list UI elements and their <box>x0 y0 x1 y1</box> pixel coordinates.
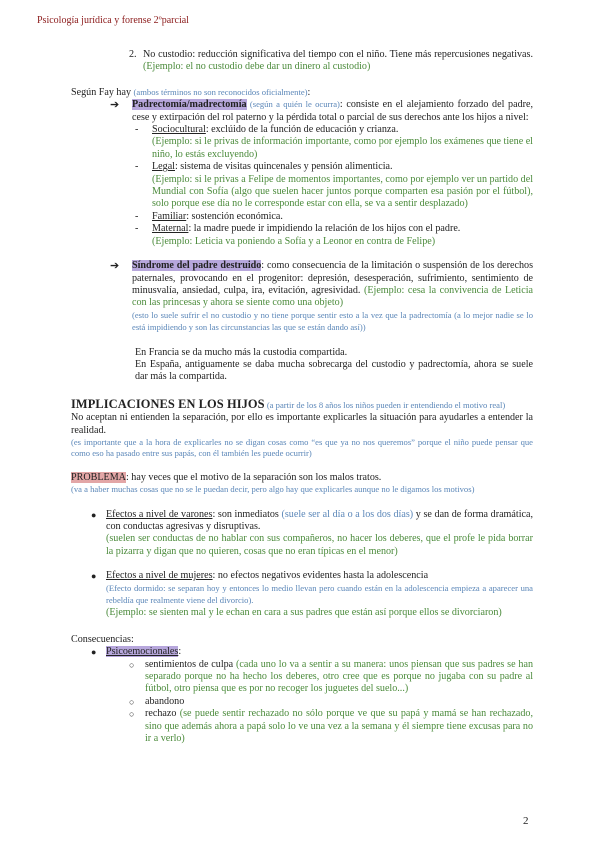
term-psicoemocionales: Psicoemocionales <box>106 646 179 658</box>
list-item-padrectomia: ➔ Padrectomía/madrectomía (según a quién le ocurra): consiste en el alejamiento forzado del padre, cese y extirpación del rol paterno y la pérdida total o parcial de sus derechos ante los hijos a nivel: <box>110 99 533 123</box>
implicaciones-note: (es importante que a la hora de explicarles no se digan cosas como “es que ya no nos queremos” porque el niño puede pensar que como eso ha pasado entre sus papás, con él también les puede ocurrir) <box>71 436 533 459</box>
problema-label: PROBLEMA <box>71 471 126 483</box>
fay-note: (ambos términos no son reconocidos oficialmente) <box>133 86 308 97</box>
list-item-mujeres: ● Efectos a nivel de mujeres: no efectos negativos evidentes hasta la adolescencia (Efecto dormido: se separan hoy y entonces lo medio llevan pero cuando están en la adolescencia empieza a aparecer una rebeldía que realmente viene del divorcio). (Ejemplo: se sienten mal y le echan en cara a sus padres que están así porque ellos se divorciaron) <box>91 570 533 619</box>
bullet-icon: ● <box>91 647 97 658</box>
note-text: (suele ser al día o a los dos días) <box>281 508 414 520</box>
level-item: - Familiar: sostención económica. <box>135 210 283 222</box>
dash-icon: - <box>135 161 139 173</box>
page-header: Psicología jurídica y forense 2ºparcial <box>37 15 189 26</box>
dash-icon: - <box>135 223 139 235</box>
implicaciones-text: No aceptan ni entienden la separación, por ello es importante explicarles la situación para ayudarles a entender la realidad. <box>71 412 533 436</box>
problema-note: (va a haber muchas cosas que no se le puedan decir, pero algo hay que explicarles aunque no le digamos los motivos) <box>71 484 475 495</box>
note-text: (Efecto dormido: se separan hoy y entonces lo medio llevan pero cuando están en la adolescencia empieza a aparecer una rebeldía que realmente viene del divorcio). <box>106 582 533 606</box>
problema-paragraph: PROBLEMA: hay veces que el motivo de la separación son los malos tratos. <box>71 471 382 483</box>
circle-bullet-icon: ○ <box>129 659 135 670</box>
level-item: - Maternal: la madre puede ir impidiendo la relación de los hijos con el padre. (Ejemplo: Leticia va poniendo a Sofía y a Leonor en contra de Felipe) <box>135 223 461 247</box>
term-padre-destruido: Síndrome del padre destruido <box>132 260 262 272</box>
heading-note: (a partir de los 8 años los niños pueden ir entendiendo el motivo real) <box>264 399 506 410</box>
sublist-item: ○ abandono <box>129 695 185 707</box>
term-padrectomia: Padrectomía/madrectomía <box>132 99 247 111</box>
custodia-paragraph: En Francia se da mucho más la custodia compartida. En España, antiguamente se daba mucha sobrecarga del custodio y padrectomía, ahora se suele dar más la compartida. <box>135 346 533 383</box>
list-item-psicoemocionales: ● Psicoemocionales: <box>91 646 182 658</box>
level-item: - Legal: sistema de visitas quincenales y pensión alimenticia. (Ejemplo: si le privas a Felipe de momentos importantes, como por ejemplo ver un partido del Mundial con Sofía (algo que suelen hacer juntos porque comparten esa pasión por el fútbol), solo porque ese día no le corresponde estar con ella, se va a sentir desplazado) <box>135 161 533 210</box>
arrow-icon: ➔ <box>110 99 120 112</box>
consecuencias-label: Consecuencias: <box>71 633 134 645</box>
bullet-icon: ● <box>91 571 97 582</box>
list-item-no-custodio <box>129 49 533 74</box>
example-text: (suelen ser conductas de no hablar con sus compañeros, no hacer los deberes, que el profe le pida borrar la pizarra y digan que no quieren, cosas que no eran típicas en el menor) <box>106 533 533 557</box>
circle-bullet-icon: ○ <box>129 696 135 707</box>
sublist-item: ○ rechazo (se puede sentir rechazado no sólo porque ve que su papá y mamá se han rechazado, sino que además ahora a papá solo lo ve una vez a la semana y él siempre tiene excusas para no ir a verlo) <box>129 708 533 745</box>
example-text: (Ejemplo: se sienten mal y le echan en cara a sus padres que están así porque ellos se divorciaron) <box>106 607 502 619</box>
example-text: (Ejemplo: si le privas de información importante, como por ejemplo los exámenes que tiene el niño, lo estás excluyendo) <box>152 136 533 160</box>
example-text: (Ejemplo: cesa la convivencia de Leticia con las princesas y ahora se siente como una objeto) <box>132 284 533 309</box>
note-text: (esto lo suele sufrir el no custodio y no tiene porque sentir esto a la vez que la padrectomía (a lo mejor nadie se lo está impidiendo y son las circunstancias las que se están dando así)) <box>132 309 533 333</box>
bullet-icon: ● <box>91 509 97 520</box>
dash-icon: - <box>135 210 139 222</box>
list-item-padre-destruido: ➔ Síndrome del padre destruido: como consecuencia de la limitación o suspensión de los derechos paternales, provocando en el progenitor: depresión, desesperación, sufrimiento, sentimiento de minusvalía, ansiedad, culpa, ira, evitación, agresividad. (Ejemplo: cesa la convivencia de Leticia con las princesas y ahora se siente como una objeto) (esto lo suele sufrir el no custodio y no tiene porque sentir esto a la vez que la padrectomía (a lo mejor nadie se lo está impidiendo y son las circunstancias las que se están dando así)) <box>110 260 533 334</box>
example-text: (Ejemplo: si le privas a Felipe de momentos importantes, como por ejemplo ver un partido del Mundial con Sofía (algo que suelen hacer juntos porque comparten esa pasión por el fútbol), solo porque ese día no le corresponde estar con ella, se va a sentir desplazado) <box>152 173 533 210</box>
padrectomia-note: (según a quién le ocurra) <box>246 99 340 110</box>
list-item-varones: ● Efectos a nivel de varones: son inmediatos (suele ser al día o a los dos días) y se dan de forma dramática, con conductas agresivas y disruptivas. (suelen ser conductas de no hablar con sus compañeros, no hacer los deberes, que el profe le pida borrar la pizarra y digan que no quieren, cosas que no eran típicas en el menor) <box>91 508 533 557</box>
sublist-item: ○ sentimientos de culpa (cada uno lo va a sentir a su manera: unos piensan que sus padres se han separado porque no ha hecho los deberes, otro cree que es porque no jugaba con su padre al fútbol, otro piensa que es por no recoger los juguetes del suelo...) <box>129 658 534 695</box>
document-body <box>71 49 533 746</box>
example-text: (se puede sentir rechazado no sólo porque ve que su papá y mamá se han rechazado, sino que además ahora a papá solo lo ve una vez a la semana y él siempre tiene excusas para no ir a verlo) <box>145 708 533 745</box>
example-text: (cada uno lo va a sentir a su manera: unos piensan que sus padres se han separado porque no ha hecho los deberes, otro cree que es porque no jugaba con su padre al fútbol, otro piensa que es por no recoger los juguetes del suelo...) <box>145 658 534 695</box>
page-number: 2 <box>523 815 529 827</box>
level-item: - Sociocultural: exclúido de la función de educación y crianza. (Ejemplo: si le privas de información importante, como por ejemplo los exámenes que tiene el niño, lo estás excluyendo) <box>135 124 533 160</box>
example-text: (Ejemplo: el no custodio debe dar un dinero al custodio) <box>143 61 371 73</box>
fay-intro: Según Fay hay (ambos términos no son reconocidos oficialmente): <box>71 86 311 98</box>
circle-bullet-icon: ○ <box>129 709 135 720</box>
section-heading: IMPLICACIONES EN LOS HIJOS (a partir de los 8 años los niños pueden ir entendiendo el motivo real) <box>71 396 506 411</box>
list-number: 2. <box>129 49 137 60</box>
dash-icon: - <box>135 124 139 136</box>
example-text: (Ejemplo: Leticia va poniendo a Sofía y a Leonor en contra de Felipe) <box>152 235 436 247</box>
arrow-icon: ➔ <box>110 260 120 273</box>
item-text: No custodio: reducción significativa del tiempo con el niño. Tiene más repercusiones negativas. <box>143 49 533 60</box>
